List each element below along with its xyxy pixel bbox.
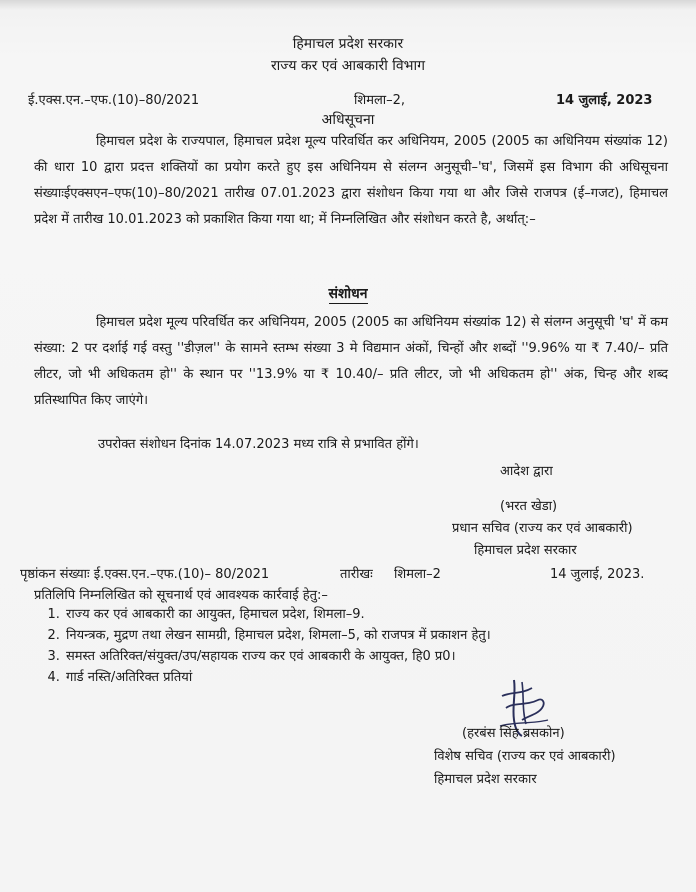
amendment-paragraph: [34, 310, 668, 414]
effective-date-text: उपरोक्त संशोधन दिनांक 14.07.2023 मध्य रात्रि से प्रभावित होंगे।: [98, 437, 419, 452]
header-department: राज्य कर एवं आबकारी विभाग: [270, 58, 426, 74]
endorsement-date: 14 जुलाई, 2023.: [550, 567, 645, 582]
list-item: 1. राज्य कर एवं आबकारी का आयुक्त, हिमाचल प्रदेश, शिमला–9.: [64, 604, 696, 625]
endorsement-date-label: तारीखः: [340, 567, 373, 582]
list-item: 3. समस्त अतिरिक्त/संयुक्त/उप/सहायक राज्य कर एवं आबकारी के आयुक्त, हि0 प्र0।: [64, 646, 696, 667]
amendment-title: [0, 284, 696, 303]
list-item: 4. गार्ड नस्ति/अतिरिक्त प्रतियां: [64, 667, 696, 688]
list-item: 2. नियन्त्रक, मुद्रण तथा लेखन सामग्री, हिमाचल प्रदेश, शिमला–5, को राजपत्र में प्रकाशन हेतु।: [64, 625, 696, 646]
copy-list: [36, 604, 696, 688]
signatory1-designation: प्रधान सचिव (राज्य कर एवं आबकारी): [452, 521, 633, 536]
copy-intro: प्रतिलिपि निम्नलिखित को सूचनार्थ एवं आवश्यक कार्रवाई हेतु:–: [34, 588, 328, 603]
signatory2-office: हिमाचल प्रदेश सरकार: [434, 772, 537, 787]
endorsement-number: पृष्ठांकन संख्याः ई.एक्स.एन.–एफ.(10)– 80/2021: [20, 567, 270, 582]
reference-date: 14 जुलाई, 2023: [556, 93, 653, 108]
signatory2-designation: विशेष सचिव (राज्य कर एवं आबकारी): [434, 749, 616, 764]
endorsement-place: शिमला–2: [394, 567, 441, 582]
preamble-text: हिमाचल प्रदेश के राज्यपाल, हिमाचल प्रदेश मूल्य परिवर्धित कर अधिनियम, 2005 (2005 का अधिनियम संख्यांक 12) की धारा 10 द्वारा प्रदत्त शक्तियों का प्रयोग करते हुए इस अधिनियम से संलग्न अनुसूची–'घ', जिसमें इस विभाग की अधिसूचना संख्याःईएक्सएन–एफ(10)–80/2021 तारीख 07.01.2023 द्वारा संशोधन किया गया था और जिसे राजपत्र (ई–गजट), हिमाचल प्रदेश में तारीख 10.01.2023 को प्रकाशित किया गया था; में निम्नलिखित और संशोधन करते है, अर्थात्:–: [34, 134, 668, 227]
notification-title: अधिसूचना: [321, 112, 375, 128]
amendment-text: हिमाचल प्रदेश मूल्य परिवर्धित कर अधिनियम, 2005 (2005 का अधिनियम संख्यांक 12) से संलग्न अनुसूची 'घ' में कम संख्या: 2 पर दर्शाई गई वस्तु ''डीज़ल'' के सामने स्तम्भ संख्या 3 मे विद्यमान अंकों, चिन्हों और शब्दों ''9.96% या ₹ 7.40/– प्रति लीटर, जो भी अधिकतम हो'' के स्थान पर ''13.9% या ₹ 10.40/– प्रति लीटर, जो भी अधिकतम हो'' अंक, चिन्ह और शब्द प्रतिस्थापित किए जाएंगे।: [34, 315, 668, 408]
header-government: हिमाचल प्रदेश सरकार: [292, 36, 404, 52]
signatory1-office: हिमाचल प्रदेश सरकार: [474, 543, 577, 558]
signatory2-name: (हरबंस सिंह ब्रसकोन): [462, 726, 565, 741]
signatory1-name: (भरत खेडा): [500, 499, 558, 514]
by-order: आदेश द्वारा: [500, 464, 553, 479]
reference-place: शिमला–2,: [354, 93, 406, 108]
preamble-paragraph: [34, 129, 668, 233]
reference-number: ई.एक्स.एन.–एफ.(10)–80/2021: [28, 93, 200, 108]
amendment-title-text: संशोधन: [328, 286, 368, 302]
